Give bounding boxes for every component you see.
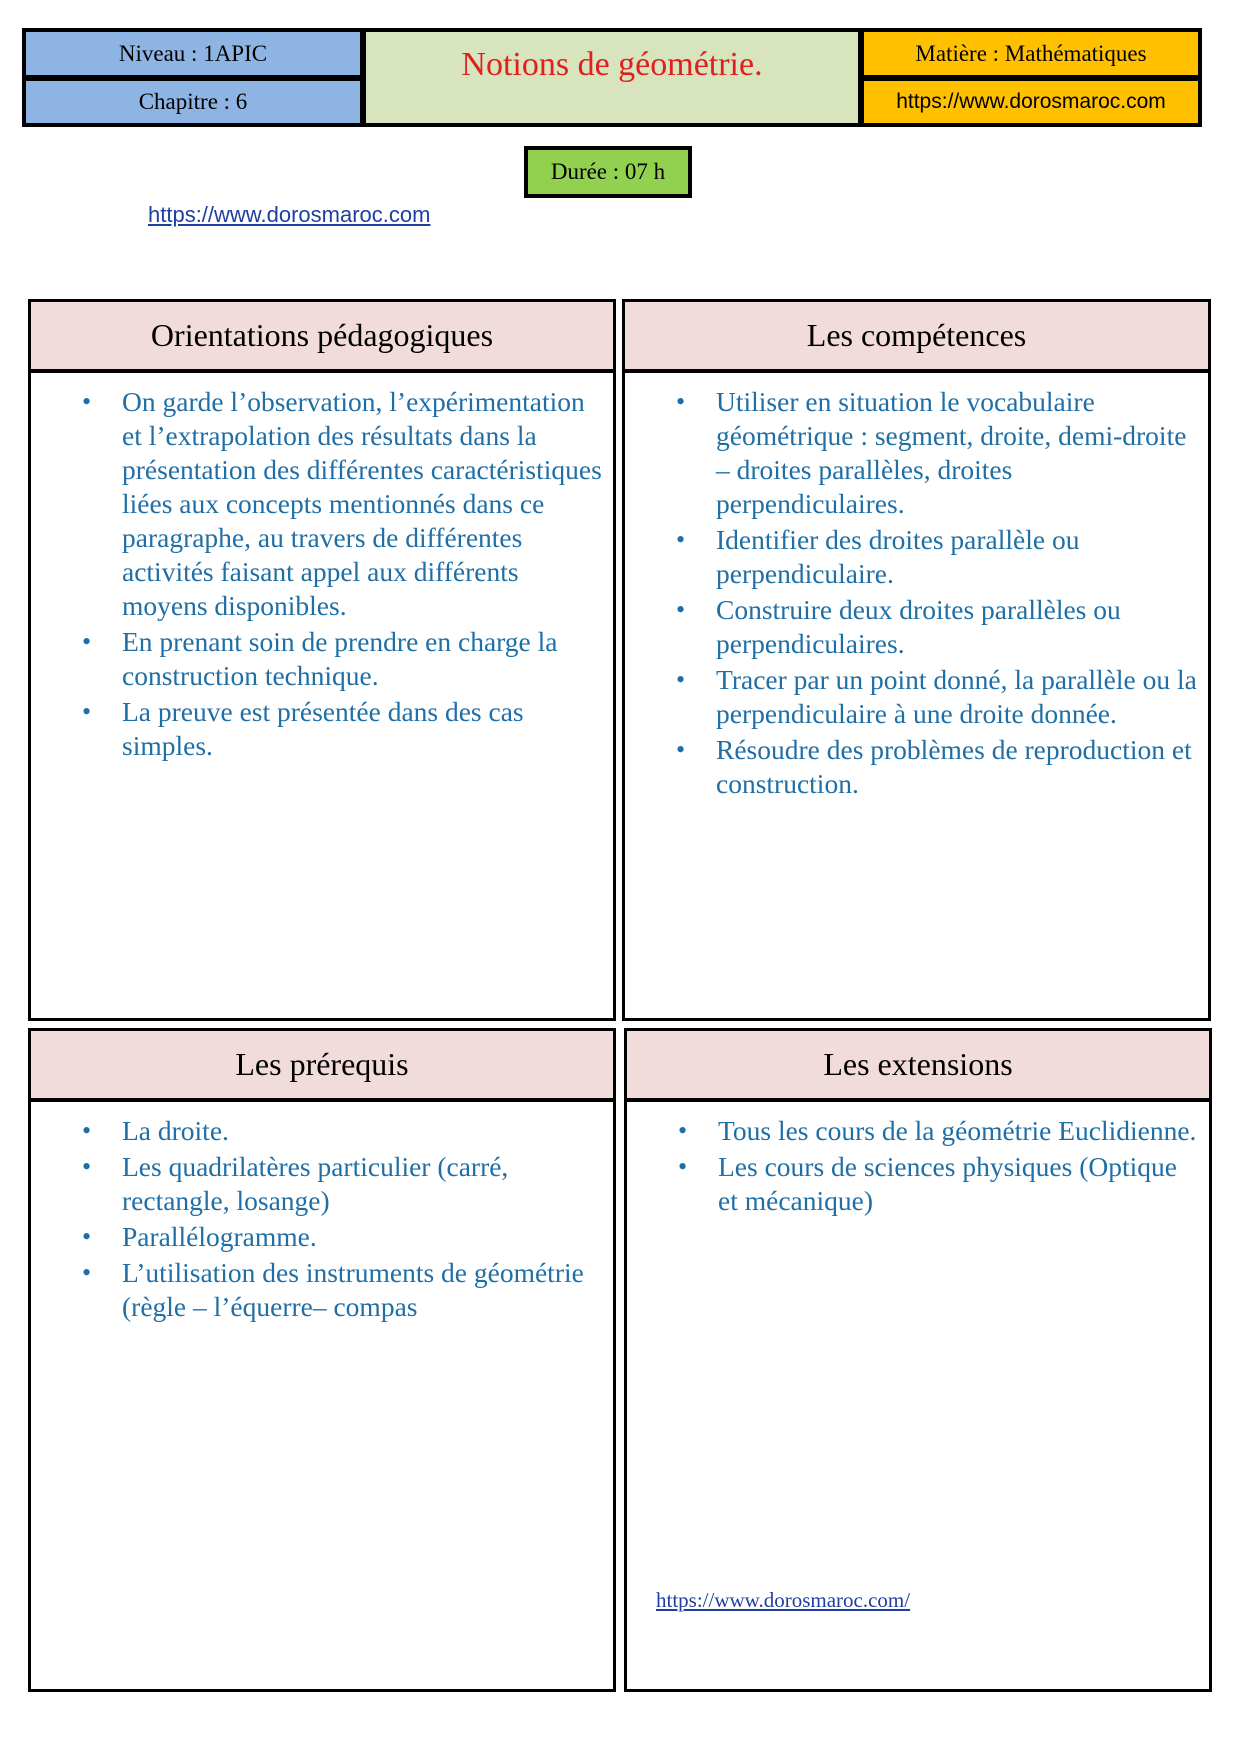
list-item: • La preuve est présentée dans des cas simples. — [31, 695, 603, 763]
duree-text: Durée : 07 h — [550, 159, 666, 184]
header-url: https://www.dorosmaroc.com — [896, 90, 1166, 113]
prerequis-panel — [28, 1028, 616, 1692]
list-item: • Les cours de sciences physiques (Optique et mécanique) — [627, 1150, 1199, 1218]
extensions-list — [627, 1102, 1209, 1218]
page-title-box — [362, 28, 862, 127]
list-item: • Résoudre des problèmes de reproduction et construction. — [625, 733, 1198, 801]
list-item: • Construire deux droites parallèles ou perpendiculaires. — [625, 593, 1198, 661]
list-item: • L’utilisation des instruments de géométrie (règle – l’équerre– compas — [31, 1256, 603, 1324]
prerequis-title: Les prérequis — [31, 1031, 613, 1102]
list-item: • La droite. — [31, 1114, 603, 1148]
list-item: • On garde l’observation, l’expérimentation et l’extrapolation des résultats dans la présentation des différentes caractéristiques liées aux concepts mentionnés dans ce paragraphe, au travers de différentes activités faisant appel aux différents moyens disponibles. — [31, 385, 603, 623]
page-title: Notions de géométrie. — [461, 46, 763, 83]
list-item: • Tracer par un point donné, la parallèle ou la perpendiculaire à une droite donnée. — [625, 663, 1198, 731]
list-item: • Parallélogramme. — [31, 1220, 603, 1254]
competences-panel — [622, 299, 1211, 1021]
list-item: • Tous les cours de la géométrie Euclidienne. — [627, 1114, 1199, 1148]
list-item: • Utiliser en situation le vocabulaire géométrique : segment, droite, demi-droite – droites parallèles, droites perpendiculaires. — [625, 385, 1198, 521]
duree-badge — [524, 146, 692, 198]
orientations-title: Orientations pédagogiques — [31, 302, 613, 373]
competences-list — [625, 373, 1208, 801]
orientations-list — [31, 373, 613, 763]
list-item: • Les quadrilatères particulier (carré, rectangle, losange) — [31, 1150, 603, 1218]
header-url-box — [860, 77, 1202, 127]
matiere-label — [860, 28, 1202, 79]
niveau-label — [22, 28, 364, 79]
chapitre-text: Chapitre : 6 — [138, 89, 248, 114]
orientations-panel — [28, 299, 616, 1021]
list-item: • Identifier des droites parallèle ou perpendiculaire. — [625, 523, 1198, 591]
chapitre-label — [22, 77, 364, 127]
matiere-text: Matière : Mathématiques — [915, 40, 1147, 66]
extensions-title: Les extensions — [627, 1031, 1209, 1102]
niveau-text: Niveau : 1APIC — [118, 40, 268, 66]
competences-title: Les compétences — [625, 302, 1208, 373]
bottom-link[interactable]: https://www.dorosmaroc.com/ — [656, 1588, 911, 1612]
top-link[interactable]: https://www.dorosmaroc.com — [148, 202, 431, 227]
prerequis-list — [31, 1102, 613, 1324]
list-item: • En prenant soin de prendre en charge la construction technique. — [31, 625, 603, 693]
